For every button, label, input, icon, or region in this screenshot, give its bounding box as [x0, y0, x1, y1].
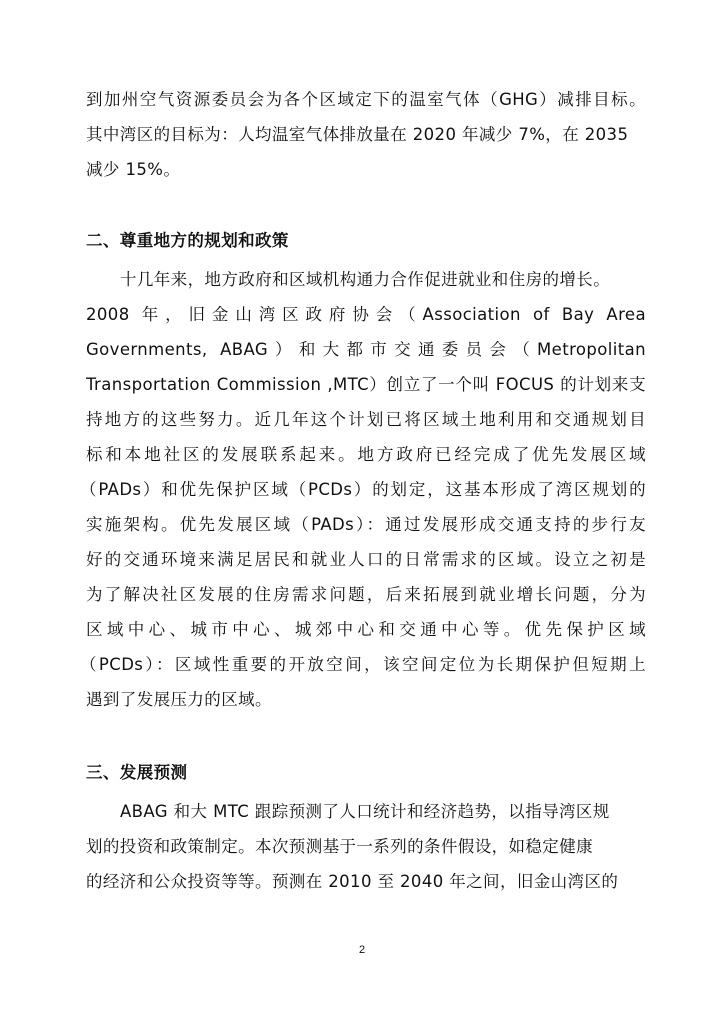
paragraph-line: （PADs）和优先保护区域（PCDs）的划定，这基本形成了湾区规划的	[80, 480, 646, 499]
paragraph-line: 其中湾区的目标为：人均温室气体排放量在 2020 年减少 7%，在 2035	[86, 125, 629, 144]
paragraph-line: 区域中心、城市中心、城郊中心和交通中心等。优先保护区域	[86, 620, 646, 639]
paragraph-line: （PCDs）：区域性重要的开放空间，该空间定位为长期保护但短期上	[80, 655, 646, 674]
paragraph-line: 减少 15%。	[86, 160, 181, 179]
paragraph-line: 好的交通环境来满足居民和就业人口的日常需求的区域。设立之初是	[86, 550, 646, 569]
page-number: 2	[358, 944, 366, 956]
paragraph-line: 十几年来，地方政府和区域机构通力合作促进就业和住房的增长。	[120, 270, 611, 289]
paragraph-line: 标和本地社区的发展联系起来。地方政府已经完成了优先发展区域	[86, 445, 646, 464]
paragraph-line: 到加州空气资源委员会为各个区域定下的温室气体（GHG）减排目标。	[86, 90, 646, 109]
paragraph-line: Transportation Commission ,MTC）创立了一个叫 FOCUS 的计划来支	[86, 375, 646, 394]
paragraph-line: 的经济和公众投资等等。预测在 2010 至 2040 年之间，旧金山湾区的	[86, 872, 619, 891]
section-heading: 三、发展预测	[86, 763, 188, 782]
paragraph-line: 遇到了发展压力的区域。	[86, 690, 272, 709]
paragraph-line: 为了解决社区发展的住房需求问题，后来拓展到就业增长问题，分为	[86, 585, 646, 604]
paragraph-line: 持地方的这些努力。近几年这个计划已将区域土地利用和交通规划目	[86, 410, 646, 429]
paragraph-line: ABAG 和大 MTC 跟踪预测了人口统计和经济趋势，以指导湾区规	[120, 802, 610, 821]
paragraph-line: 实施架构。优先发展区域（PADs）：通过发展形成交通支持的步行友	[86, 515, 646, 534]
section-heading: 二、尊重地方的规划和政策	[86, 231, 289, 250]
paragraph-line: 划的投资和政策制定。本次预测基于一系列的条件假设，如稳定健康	[86, 837, 593, 856]
paragraph-line: 2008 年，旧金山湾区政府协会（Association of Bay Area	[86, 305, 646, 324]
paragraph-line: Governments, ABAG）和大都市交通委员会（Metropolitan	[86, 340, 646, 359]
